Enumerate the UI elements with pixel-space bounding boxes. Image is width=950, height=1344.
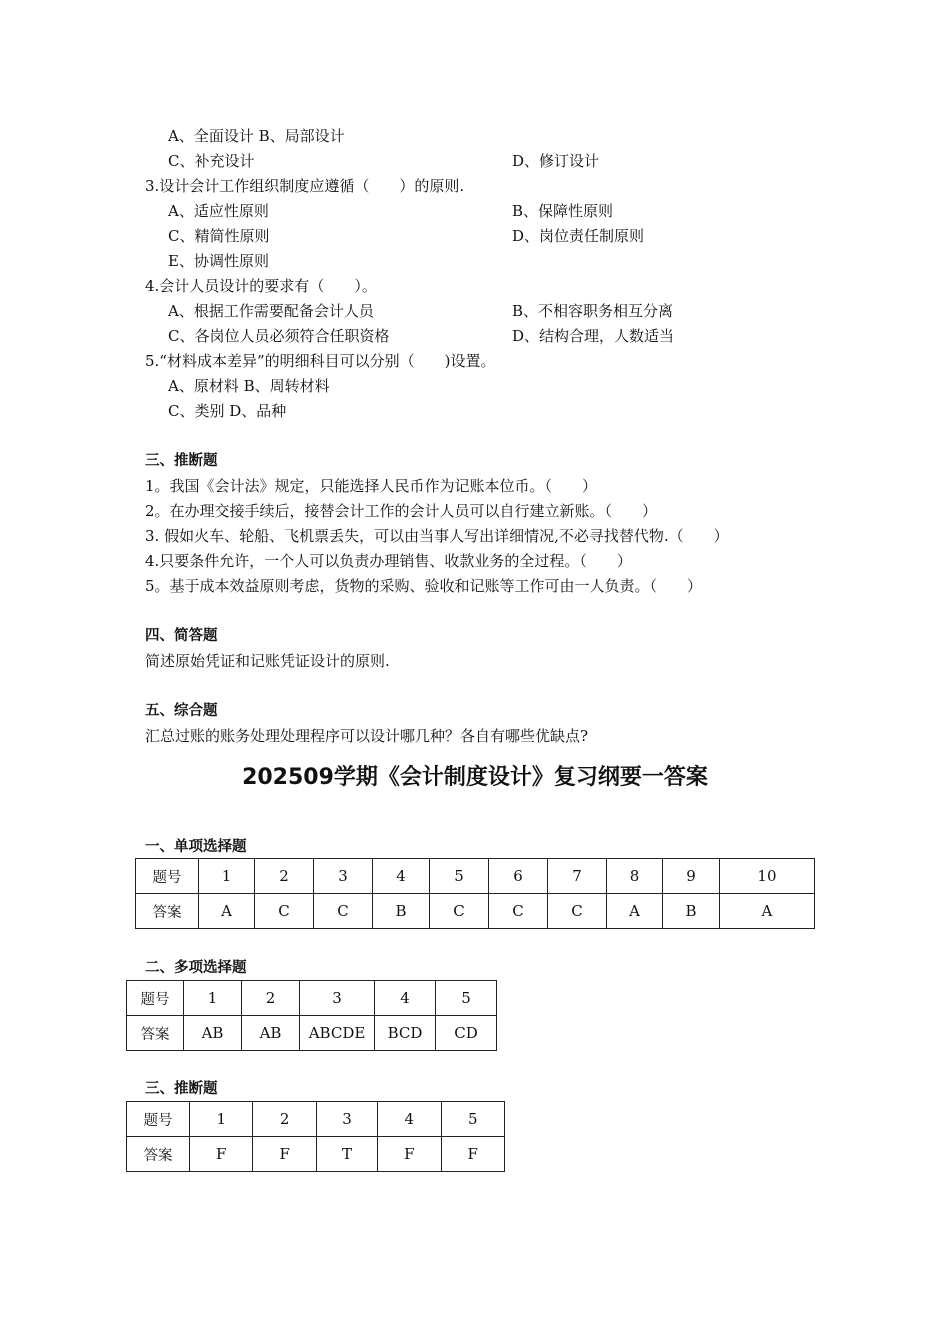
q4-option-d: D、结构合理，人数适当 <box>512 327 675 345</box>
q3-option-b: B、保障性原则 <box>512 202 614 220</box>
question-number: 4 <box>378 1102 441 1137</box>
q5-option-c-d: C、类别 D、品种 <box>168 402 287 420</box>
table-row <box>127 1016 497 1051</box>
q2-option-a-b: A、全面设计 B、局部设计 <box>168 127 345 145</box>
q4-option-c: C、各岗位人员必须符合任职资格 <box>168 327 390 345</box>
q3-option-e: E、协调性原则 <box>168 252 269 270</box>
table-row <box>127 1102 505 1137</box>
question-number: 3 <box>314 859 373 894</box>
q2-option-d: D、修订设计 <box>512 152 600 170</box>
answer-value: ABCDE <box>300 1016 375 1051</box>
row-label-number: 题号 <box>127 1102 190 1137</box>
single-choice-heading: 一、单项选择题 <box>145 839 247 855</box>
q4-option-b: B、不相容职务相互分离 <box>512 302 674 320</box>
answer-value: C <box>429 894 488 929</box>
answer-value: C <box>488 894 547 929</box>
judge-heading: 三、推断题 <box>145 1081 218 1097</box>
q5-stem: 5.“材料成本差异”的明细科目可以分别（ )设置。 <box>145 352 496 370</box>
section4-text: 简述原始凭证和记账凭证设计的原则. <box>145 652 390 670</box>
question-number: 9 <box>663 859 720 894</box>
single-choice-answer-table <box>135 858 815 929</box>
judge-item-5: 5。基于成本效益原则考虑，货物的采购、验收和记账等工作可由一人负责。（ ） <box>145 577 703 595</box>
question-number: 2 <box>253 1102 316 1137</box>
judge-item-4: 4.只要条件允许，一个人可以负责办理销售、收款业务的全过程。（ ） <box>145 552 632 570</box>
row-label-answer: 答案 <box>127 1016 184 1051</box>
answer-value: T <box>316 1137 377 1172</box>
answer-value: F <box>253 1137 316 1172</box>
answer-value: F <box>441 1137 505 1172</box>
question-number: 10 <box>719 859 814 894</box>
answer-value: A <box>719 894 814 929</box>
judge-item-2: 2。在办理交接手续后，接替会计工作的会计人员可以自行建立新账。（ ） <box>145 502 658 520</box>
section4-heading: 四、简答题 <box>145 628 218 644</box>
answer-value: F <box>378 1137 441 1172</box>
q5-option-a-b: A、原材料 B、周转材料 <box>168 377 330 395</box>
section5-text: 汇总过账的账务处理处理程序可以设计哪几种？各自有哪些优缺点? <box>145 727 589 745</box>
judge-item-1: 1。我国《会计法》规定，只能选择人民币作为记账本位币。（ ） <box>145 477 598 495</box>
table-row <box>127 1137 505 1172</box>
question-number: 3 <box>300 981 375 1016</box>
q3-option-a: A、适应性原则 <box>168 202 269 220</box>
judge-answer-table <box>126 1101 505 1172</box>
answer-value: BCD <box>375 1016 436 1051</box>
section5-heading: 五、综合题 <box>145 703 218 719</box>
answer-value: AB <box>184 1016 242 1051</box>
question-number: 1 <box>199 859 255 894</box>
answer-value: CD <box>436 1016 497 1051</box>
answer-value: A <box>199 894 255 929</box>
section3-heading: 三、推断题 <box>145 453 218 469</box>
question-number: 5 <box>436 981 497 1016</box>
question-number: 5 <box>441 1102 505 1137</box>
judge-item-3: 3. 假如火车、轮船、飞机票丢失，可以由当事人写出详细情况,不必寻找替代物.（ ） <box>145 527 729 545</box>
row-label-number: 题号 <box>136 859 199 894</box>
question-number: 5 <box>429 859 488 894</box>
question-number: 1 <box>190 1102 253 1137</box>
question-number: 4 <box>373 859 430 894</box>
q4-stem: 4.会计人员设计的要求有（ ）。 <box>145 277 377 295</box>
answer-value: C <box>255 894 314 929</box>
question-number: 4 <box>375 981 436 1016</box>
question-number: 2 <box>242 981 300 1016</box>
multi-choice-heading: 二、多项选择题 <box>145 960 247 976</box>
question-number: 7 <box>548 859 607 894</box>
answer-value: F <box>190 1137 253 1172</box>
q4-option-a: A、根据工作需要配备会计人员 <box>168 302 374 320</box>
answer-value: C <box>548 894 607 929</box>
q3-stem: 3.设计会计工作组织制度应遵循（ ）的原则. <box>145 177 465 195</box>
q3-option-c: C、精简性原则 <box>168 227 270 245</box>
row-label-answer: 答案 <box>136 894 199 929</box>
answer-value: B <box>663 894 720 929</box>
answer-value: A <box>607 894 663 929</box>
multi-choice-answer-table <box>126 980 497 1051</box>
question-number: 2 <box>255 859 314 894</box>
question-number: 8 <box>607 859 663 894</box>
table-row <box>136 894 815 929</box>
answer-value: B <box>373 894 430 929</box>
row-label-answer: 答案 <box>127 1137 190 1172</box>
question-number: 3 <box>316 1102 377 1137</box>
answer-title: 202509学期《会计制度设计》复习纲要一答案 <box>242 765 708 790</box>
row-label-number: 题号 <box>127 981 184 1016</box>
answer-value: AB <box>242 1016 300 1051</box>
table-row <box>127 981 497 1016</box>
answer-value: C <box>314 894 373 929</box>
q2-option-c: C、补充设计 <box>168 152 255 170</box>
table-row <box>136 859 815 894</box>
question-number: 6 <box>488 859 547 894</box>
q3-option-d: D、岗位责任制原则 <box>512 227 645 245</box>
question-number: 1 <box>184 981 242 1016</box>
